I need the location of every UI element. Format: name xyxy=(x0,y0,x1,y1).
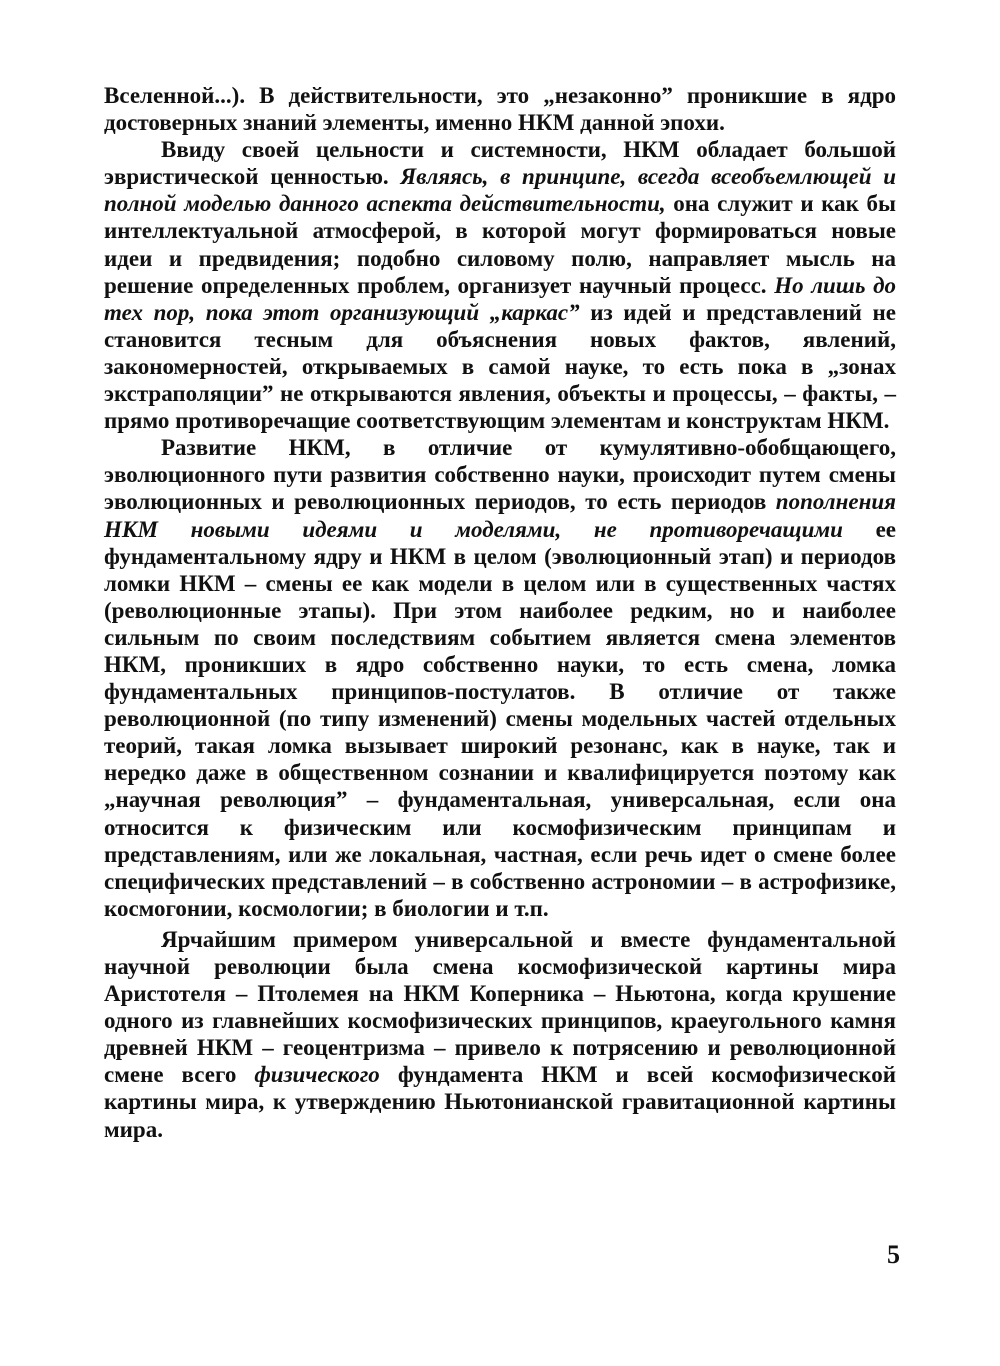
paragraph-4-text-a: Ярчайшим примером универсальной и вместе фундаментальной научной революции была смена космофизической картины мира Аристотеля – Птолемея на НКМ Коперника – Ньютона, когда крушение одного из главнейших космофизических принципов, краеугольного камня древней НКМ – геоцентризма – привело к потрясению и революционной смене всего xyxy=(104,926,896,1088)
paragraph-1 xyxy=(104,82,896,136)
paragraph-3 xyxy=(104,434,896,922)
body-text xyxy=(104,82,896,1143)
page-number: 5 xyxy=(887,1240,900,1269)
paragraph-3-text-a: Развитие НКМ, в отличие от кумулятивно-обобщающего, эволюционного пути развития собственно науки, происходит путем смены эволюционных и революционных периодов, то есть периодов xyxy=(104,435,896,515)
paragraph-2-text-e: из идей и представлений не становится тесным для объяснения новых фактов, явлений, закономерностей, открываемых в самой науке, то есть пока в „зонах экстраполяции” не открываются явления, объекты и процессы, – факты, – прямо противоречащие соответствующим элементам и конструктам НКМ. xyxy=(104,299,896,434)
paragraph-4 xyxy=(104,926,896,1143)
paragraph-3-italic-b: пополнения НКМ новыми идеями и моделями, не противоречащими xyxy=(104,489,896,542)
paragraph-4-text-c: фундамента НКМ и всей космофизической картины мира, к утверждению Ньютонианской гравитационной картины мира. xyxy=(104,1062,896,1142)
paragraph-2-italic-d: Но лишь до тех пор, пока этот организующий „каркас” xyxy=(104,272,896,325)
paragraph-3-text-c: ее фундаментальному ядру и НКМ в целом (эволюционный этап) и периодов ломки НКМ – смены ее как модели в целом или в существенных частях (революционные этапы). При этом наиболее редким, но и наиболее сильным по своим последствиям событием является смена элементов НКМ, проникших в ядро собственно науки, то есть смена, ломка фундаментальных принципов-постулатов. В отличие от также революционной (по типу изменений) смены модельных частей отдельных теорий, такая ломка вызывает широкий резонанс, как в науке, так и нередко даже в общественном сознании и квалифицируется поэтому как „научная революция” – фундаментальная, универсальная, если она относится к физическим или космофизическим принципам и представлениям, или же локальная, частная, если речь идет о смене более специфических представлений – в собственно астрономии – в астрофизике, космогонии, космологии; в биологии и т.п. xyxy=(104,516,897,921)
paragraph-2-text-a: Ввиду своей цельности и системности, НКМ обладает большой эвристической ценностью. xyxy=(104,137,896,190)
paragraph-1-text: Вселенной...). В действительности, это „незаконно” проникшие в ядро достоверных знаний элементы, именно НКМ данной эпохи. xyxy=(104,83,896,136)
paragraph-4-italic-b: физического xyxy=(254,1062,380,1088)
paragraph-2-text-c: она служит и как бы интеллектуальной атмосферой, в которой могут формироваться новые идеи и предвидения; подобно силовому полю, направляет мысль на решение определенных проблем, организует научный процесс. xyxy=(104,191,896,298)
paragraph-2-italic-b: Являясь, в принципе, всегда всеобъемлющей и полной моделью данного аспекта действительности, xyxy=(104,164,896,217)
paragraph-2 xyxy=(104,136,896,434)
